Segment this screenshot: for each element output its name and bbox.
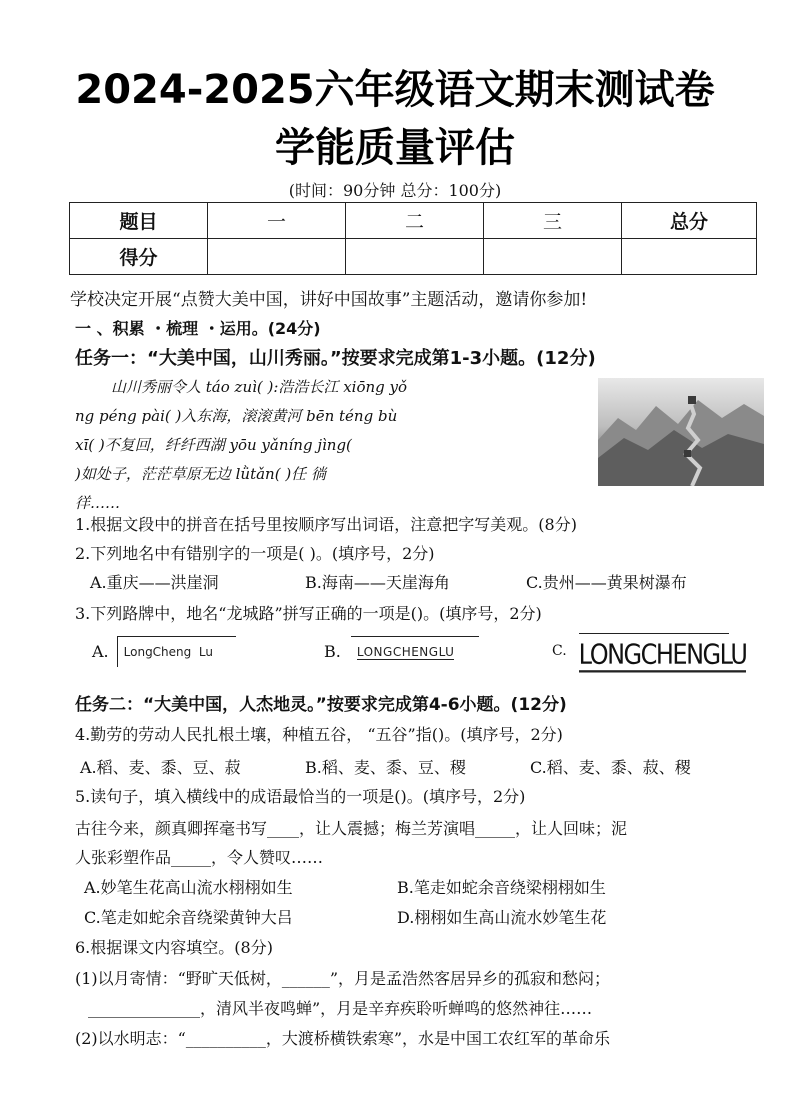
option-letter: A. [92,641,109,661]
score-cell[interactable] [484,239,622,275]
score-cell[interactable] [208,239,346,275]
exam-title: 2024-2025六年级语文期末测试卷 [75,67,715,113]
passage-line: xī( )不复回，纤纤西湖 yōu yǎníng jìng( [75,436,352,454]
great-wall-illustration [598,378,764,486]
score-header-cell: 一 [208,203,346,239]
road-sign-a [117,636,236,667]
passage-line: ng péng pài( )入东海，滚滚黄河 bēn téng bù [75,407,398,425]
q4-option-b[interactable]: B.稻、麦、黍、豆、稷 [305,758,466,777]
q5-option-b[interactable]: B.笔走如蛇余音绕梁栩栩如生 [397,878,606,897]
score-table-header-row [70,203,757,239]
section-heading: 一 、积累 ・梳理 ・运用。(24分) [75,319,321,338]
score-header-cell: 总分 [622,203,757,239]
q3-option-b[interactable] [324,636,479,666]
q3-option-c[interactable] [552,636,747,670]
score-header-cell: 题目 [70,203,208,239]
q6-item-1-continued: ______________，清风半夜鸣蝉”，月是辛弃疾聆听蝉鸣的悠然神往…… [88,999,593,1018]
task2-heading: 任务二：“大美中国，人杰地灵。”按要求完成第4-6小题。(12分) [75,695,567,715]
score-header-cell: 二 [346,203,484,239]
question-6: 6.根据课文内容填空。(8分) [75,938,273,957]
q2-option-a[interactable]: A.重庆——洪崖洞 [90,573,219,592]
road-sign-c [578,633,747,670]
score-table-score-row [70,239,757,275]
score-row-label: 得分 [70,239,208,275]
task1-heading: 任务一：“大美中国，山川秀丽。”按要求完成第1-3小题。(12分) [75,348,596,369]
road-sign-text: LONGCHENGLU [579,638,747,673]
road-sign-b [351,636,479,667]
q5-sentence-line: 古往今来，颜真卿挥毫书写____，让人震撼；梅兰芳演唱_____，让人回味；泥 [75,819,628,838]
q5-sentence-line: 人张彩塑作品_____，令人赞叹…… [75,848,324,867]
q3-option-a[interactable] [92,636,236,666]
road-sign-text: LONGCHENGLU [356,644,455,659]
great-wall-photo [598,378,764,486]
passage-line: 山川秀丽令人 táo zuì( ):浩浩长江 xiōng yǒ [111,378,408,396]
q5-option-c[interactable]: C.笔走如蛇余音绕梁黄钟大吕 [84,908,293,927]
intro-text: 学校决定开展“点赞大美中国，讲好中国故事”主题活动，邀请你参加! [70,290,588,310]
q5-option-d[interactable]: D.栩栩如生高山流水妙笔生花 [397,908,607,927]
q6-item-1: (1)以月寄情：“野旷天低树，______”，月是孟浩然客居异乡的孤寂和愁闷； [75,969,611,988]
q5-option-a[interactable]: A.妙笔生花高山流水栩栩如生 [84,878,293,897]
question-2: 2.下列地名中有错别字的一项是( )。(填序号，2分) [75,544,435,563]
exam-meta: (时间：90分钟 总分：100分) [288,181,502,200]
passage-line: 徉…… [75,494,121,512]
q2-option-c[interactable]: C.贵州——黄果树瀑布 [526,573,687,592]
question-4: 4.勤劳的劳动人民扎根土壤，种植五谷， “五谷”指()。(填序号，2分) [75,725,563,744]
road-sign-text: LongCheng Lu [123,644,213,659]
exam-subtitle: 学能质量评估 [275,125,515,171]
question-1: 1.根据文段中的拼音在括号里按顺序写出词语，注意把字写美观。(8分) [75,515,577,534]
q4-option-c[interactable]: C.稻、麦、黍、菽、稷 [530,758,691,777]
option-letter: B. [324,641,341,661]
question-3: 3.下列路牌中，地名“龙城路”拼写正确的一项是()。(填序号，2分) [75,604,542,623]
score-header-cell: 三 [484,203,622,239]
score-cell[interactable] [346,239,484,275]
q6-item-2: (2)以水明志：“__________，大渡桥横铁索寒”，水是中国工农红军的革命乐 [75,1029,611,1048]
task1-passage [75,373,585,518]
passage-line: )如处子，茫茫草原无边 lǜtǎn( )任 徜 [75,465,326,483]
question-5: 5.读句子，填入横线中的成语最恰当的一项是()。(填序号，2分) [75,787,526,806]
score-cell[interactable] [622,239,757,275]
score-table [69,202,757,275]
q2-option-b[interactable]: B.海南——天崖海角 [305,573,450,592]
option-letter: C. [552,643,567,659]
q4-option-a[interactable]: A.稻、麦、黍、豆、菽 [80,758,241,777]
